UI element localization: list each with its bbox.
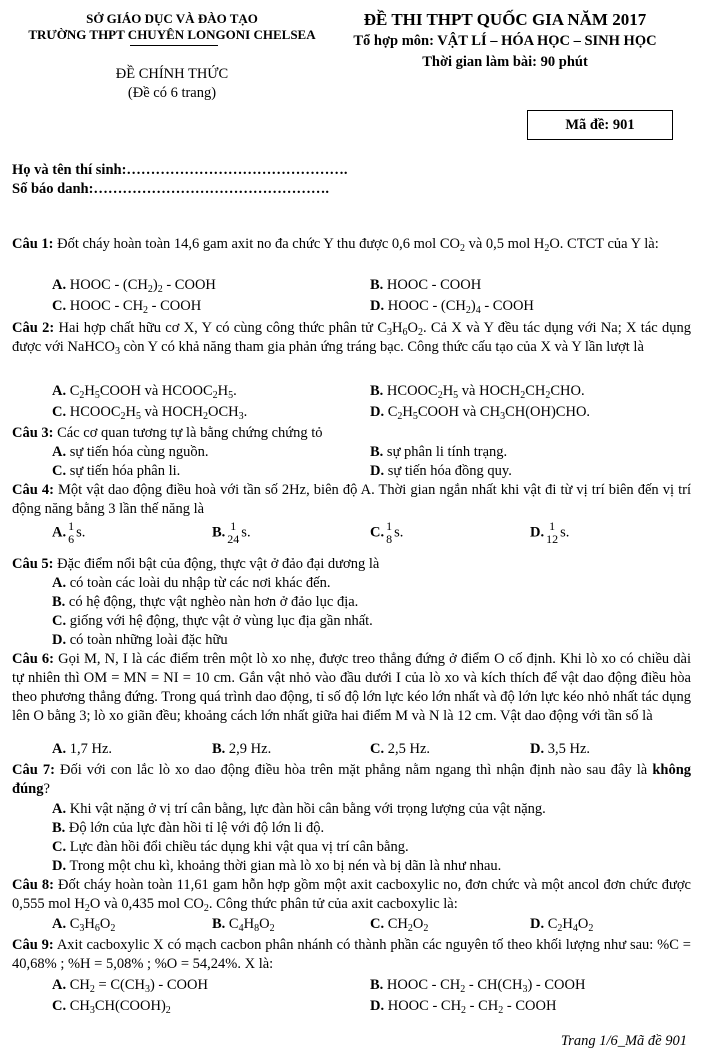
student-id-line: Số báo danh:…………………………………………. (12, 181, 330, 197)
question-4: Câu 4: Một vật dao động điều hoà với tần số 2Hz, biên độ A. Thời gian ngắn nhất khi vật đi từ vị trí biên đến vị trí động năng bằng 3 lần thế năng là (12, 482, 691, 517)
q1-option-d[interactable]: D. HOOC - $(CH_2)_4$ - COOH (370, 298, 534, 316)
exam-code: Mã đề: 901 (565, 117, 635, 133)
question-8-options (0, 915, 703, 934)
exam-code-box (527, 110, 673, 140)
question-4-options (0, 520, 703, 556)
q7-option-a[interactable]: A. Khi vật nặng ở vị trí cân bằng, lực đàn hồi cân bằng với trọng lượng của vật nặng. (52, 801, 546, 817)
q1-option-c[interactable]: C. HOOC - $CH_2$ - COOH (52, 298, 202, 316)
q4-option-c[interactable]: C. 1 8 s. (370, 519, 404, 546)
q4-option-a[interactable]: A. 1 6 s. (52, 519, 86, 546)
school-underline (130, 45, 218, 46)
question-3: Câu 3: Các cơ quan tương tự là bằng chứng chứng tỏ (12, 425, 323, 441)
question-2-options-2 (0, 403, 703, 422)
q6-option-d[interactable]: D. 3,5 Hz. (530, 741, 591, 757)
question-6-options (0, 740, 703, 759)
exam-subject: Tổ hợp môn: VẬT LÍ – HÓA HỌC – SINH HỌC (353, 33, 657, 49)
q2-option-b[interactable]: B. $HCOOC_2H_5$ và $HOCH_2CH_2CHO$. (370, 383, 585, 401)
q8-option-b[interactable]: B. $C_4H_8O_2$ (212, 916, 275, 934)
q2-option-c[interactable]: C. $HCOOC_2H_5$ và $HOCH_2OCH_3$. (52, 404, 248, 422)
q9-option-c[interactable]: C. $CH_3CH(COOH)_2$ (52, 998, 171, 1016)
q8-option-a[interactable]: A. $C_3H_6O_2$ (52, 916, 116, 934)
question-1-options-2 (0, 297, 703, 316)
q5-option-d[interactable]: D. có toàn những loài đặc hữu (52, 632, 228, 648)
q6-option-c[interactable]: C. 2,5 Hz. (370, 741, 431, 757)
q9-option-a[interactable]: A. $CH_2 = C(CH_3)$ - COOH (52, 977, 208, 995)
q3-option-b[interactable]: B. sự phân li tính trạng. (370, 444, 508, 460)
q8-option-c[interactable]: C. $CH_2O_2$ (370, 916, 429, 934)
q6-option-a[interactable]: A. 1,7 Hz. (52, 741, 113, 757)
question-1-options (0, 276, 703, 295)
q6-option-b[interactable]: B. 2,9 Hz. (212, 741, 272, 757)
question-9-options (0, 976, 703, 995)
q7-option-c[interactable]: C. Lực đàn hồi đổi chiều tác dụng khi vật qua vị trí cân bằng. (52, 839, 409, 855)
exam-duration: Thời gian làm bài: 90 phút (422, 54, 588, 70)
q5-option-b[interactable]: B. có hệ động, thực vật nghèo nàn hơn ở đảo lục địa. (52, 594, 359, 610)
question-7: Câu 7: Đối với con lắc lò xo dao động điều hòa trên mặt phẳng nằm ngang thì nhận định nào sau đây là không đúng? (12, 762, 692, 797)
q3-option-a[interactable]: A. sự tiến hóa cùng nguồn. (52, 444, 209, 460)
q3-option-d[interactable]: D. sự tiến hóa đồng quy. (370, 463, 512, 479)
q3-option-c[interactable]: C. sự tiến hóa phân li. (52, 463, 181, 479)
question-6: Câu 6: Gọi M, N, I là các điểm trên một lò xo nhẹ, được treo thẳng đứng ở điểm O cố định. Khi lò xo có chiều dài tự nhiên thì OM = MN = NI = 10 cm. Gắn vật nhỏ vào đầu dưới I của lò xo và kích thích để vật dao động điều hòa theo phương thẳng đứng. Trong quá trình dao động, tỉ số độ lớn lực kéo lớn nhất và độ lớn lực kéo nhỏ nhất tác dụng lên O bằng 3; lò xo giãn đều; khoảng cách lớn nhất giữa hai điểm M và N là 12 cm. Vật dao động với tần số là (12, 651, 692, 724)
q2-option-a[interactable]: A. $C_2H_5COOH$ và $HCOOC_2H_5$. (52, 383, 237, 401)
question-2-options (0, 382, 703, 401)
q7-option-d[interactable]: D. Trong một chu kì, khoảng thời gian mà lò xo bị nén và bị dãn là như nhau. (52, 858, 502, 874)
page-footer: Trang 1/6_Mã đề 901 (560, 1033, 687, 1049)
q9-option-b[interactable]: B. HOOC - $CH_2 - CH(CH_3)$ - COOH (370, 977, 586, 995)
q5-option-c[interactable]: C. giống với hệ động, thực vật ở vùng lục địa gần nhất. (52, 613, 373, 629)
q4-option-b[interactable]: B. 1 24 s. (212, 519, 251, 546)
question-1: Câu 1: Đốt cháy hoàn toàn 14,6 gam axit no đa chức Y thu được 0,6 mol $CO_2$ và 0,5 mol $H_2O$. CTCT của Y là: (12, 236, 659, 254)
student-name-line: Họ và tên thí sinh:………………………………………. (12, 162, 348, 178)
q9-option-d[interactable]: D. HOOC - $CH_2 - CH_2$ - COOH (370, 998, 557, 1016)
q7-option-b[interactable]: B. Độ lớn của lực đàn hồi tỉ lệ với độ lớn li độ. (52, 820, 325, 836)
official-label: ĐỀ CHÍNH THỨC (115, 66, 229, 82)
question-9-options-2 (0, 997, 703, 1016)
school-name: TRƯỜNG THPT CHUYÊN LONGONI CHELSEA (28, 27, 316, 42)
q4-option-d[interactable]: D. 1 12 s. (530, 519, 570, 546)
department: SỞ GIÁO DỤC VÀ ĐÀO TẠO (86, 11, 258, 26)
q8-option-d[interactable]: D. $C_2H_4O_2$ (530, 916, 594, 934)
q5-option-a[interactable]: A. có toàn các loài du nhập từ các nơi khác đến. (52, 575, 331, 591)
page-count: (Đề có 6 trang) (127, 85, 217, 101)
question-3-options-2 (0, 462, 703, 481)
question-3-options (0, 443, 703, 462)
q1-option-a[interactable]: A. HOOC - $(CH_2)_2$ - COOH (52, 277, 216, 295)
question-8: Câu 8: Đốt cháy hoàn toàn 11,61 gam hỗn hợp gồm một axit cacboxylic no, đơn chức và một ancol đơn chức được 0,555 mol $H_2O$ và 0,435 mol $CO_2$. Công thức phân tử của axit cacboxylic là: (12, 877, 691, 914)
exam-title: ĐỀ THI THPT QUỐC GIA NĂM 2017 (363, 10, 647, 29)
question-9: Câu 9: Axit cacboxylic X có mạch cacbon phân nhánh có thành phần các nguyên tố theo khối lượng như sau: %C = 40,68% ; %H = 5,08% ; %O = 54,24%. X là: (12, 937, 691, 972)
q1-option-b[interactable]: B. HOOC - COOH (370, 277, 482, 293)
question-2: Câu 2: Hai hợp chất hữu cơ X, Y có cùng công thức phân tử $C_3H_6O_2$. Cả X và Y đều tác dụng với Na; X tác dụng được với NaHCO$_3$ còn Y có khả năng tham gia phản ứng tráng bạc. Công thức cấu tạo của X và Y lần lượt là (12, 320, 691, 357)
q2-option-d[interactable]: D. $C_2H_5COOH$ và $CH_3CH(OH)CHO$. (370, 404, 591, 422)
question-5: Câu 5: Đặc điểm nổi bật của động, thực vật ở đảo đại dương là (12, 556, 380, 572)
